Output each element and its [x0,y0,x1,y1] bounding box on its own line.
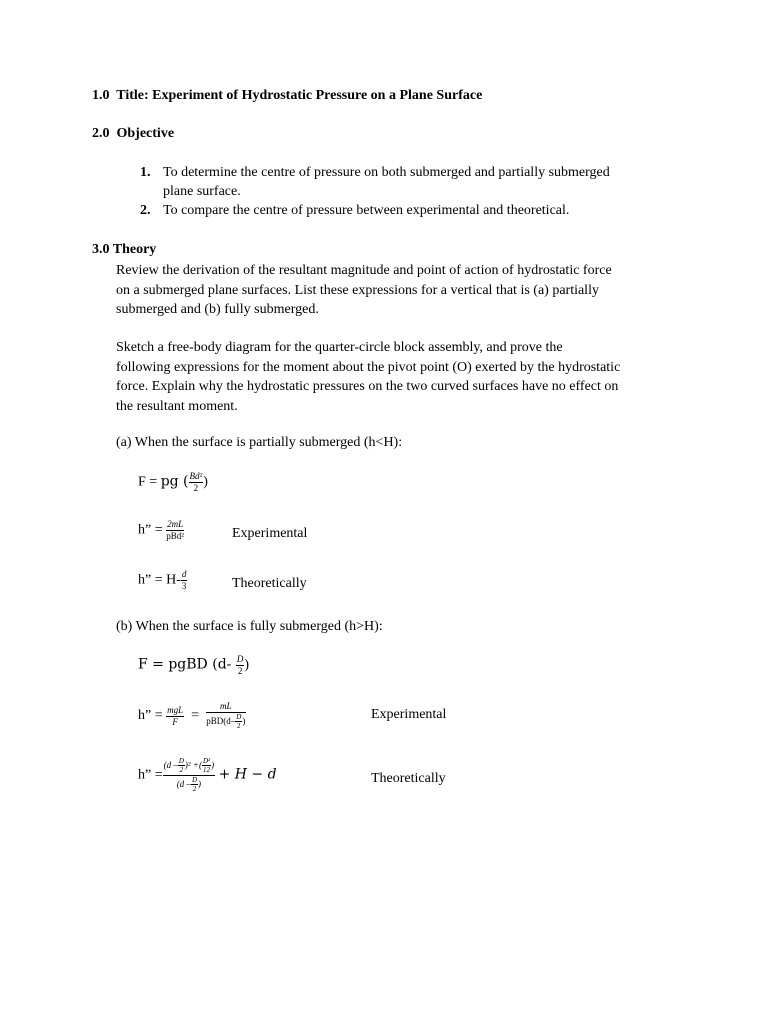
equation-a-h-theoretical [138,570,187,591]
section-1-title: Title: Experiment of Hydrostatic Pressure on a Plane Surface [116,88,483,103]
theory-p1-line: on a submerged plane surfaces. List these expressions for a vertical that is (a) partially [116,282,599,298]
eq-b-h2-den-part-b: ) [198,779,201,790]
eq-a-h1-denominator: pBd² [166,531,184,541]
objective-2-line1: To compare the centre of pressure between experimental and theoretical. [163,203,570,218]
eq-b-h2-fraction [163,758,215,793]
eq-a-h1-lhs: h” = [138,522,163,538]
eq-a-h1-label: Experimental [232,526,308,541]
theory-p1-line: submerged and (b) fully submerged. [116,302,319,317]
eq-b-h1-den2-frac-num: D [236,713,242,721]
eq-a-force-lhs: F = [138,474,161,490]
equation-b-force [138,655,249,676]
eq-b-force-denominator: 2 [237,666,243,676]
eq-b-h2-num-frac-1-num: D [178,757,184,765]
eq-b-h1-label: Experimental [371,707,447,722]
eq-b-h2-lhs: h” = [138,767,163,783]
eq-b-h1-den2-frac-den: 2 [237,722,241,730]
theory-p2-line: force. Explain why the hydrostatic pressures on the two curved surfaces have no effect on [116,379,619,394]
eq-b-h1-denominator-2 [206,713,246,730]
objective-1-line1: To determine the centre of pressure on both submerged and partially submerged [163,165,610,180]
eq-b-h1-numerator-2: mL [206,702,246,713]
eq-b-h2-tail: + H − d [218,766,277,783]
eq-a-force-numerator: Bd² [189,471,203,481]
eq-b-h1-denominator-1: F [172,716,178,727]
eq-b-h1-equals: = [191,708,200,724]
theory-p2-line: following expressions for the moment about the pivot point (O) exerted by the hydrostatic [116,359,621,375]
theory-p2-line: the resultant moment. [116,398,238,414]
section-1-heading [92,88,482,104]
equation-a-h-experimental [138,520,184,541]
eq-b-h2-num-frac-2 [202,758,211,774]
eq-b-h1-den2-text: pBD(d– [206,716,236,727]
eq-b-h1-den2-close: ) [242,716,246,727]
eq-b-h2-denominator [163,776,215,793]
theory-p1-line: Review the derivation of the resultant magnitude and point of action of hydrostatic force [116,263,612,278]
eq-a-h2-numerator: d [181,569,187,579]
eq-b-h2-den-part-a: (d – [176,779,191,790]
eq-b-force-numerator: D [236,654,244,664]
eq-b-force-lhs: F = pgBD (d- [138,656,236,673]
eq-a-h2-fraction [181,570,188,591]
eq-a-force-pg: pg ( [160,473,189,490]
eq-b-h2-numerator [163,758,215,776]
eq-b-force-close: ) [244,657,250,673]
case-b-heading: (b) When the surface is fully submerged (h>H): [116,619,383,634]
eq-b-h2-den-frac-num: D [191,776,197,784]
eq-a-h1-numerator: 2mL [167,519,184,529]
section-3-number: 3.0 [92,242,110,257]
theory-p2-line: Sketch a free-body diagram for the quarter-circle block assembly, and prove the [116,340,563,355]
section-3-heading [92,242,156,258]
eq-b-h2-num-part-b: )² +( [184,760,202,771]
eq-b-h1-lhs: h” = [138,708,163,724]
equation-b-h-theoretical [138,758,277,793]
eq-b-h2-num-part-c: ) [211,760,215,771]
eq-b-h2-num-frac-1 [178,758,185,774]
section-2-title: Objective [116,126,175,141]
eq-b-h2-num-frac-1-den: 2 [179,766,184,774]
eq-a-force-denominator: 2 [193,483,199,493]
eq-b-h2-den-frac-den: 2 [192,785,197,793]
theory-paragraph-1 [116,261,686,320]
objective-2-number: 2. [140,203,151,218]
section-2-number: 2.0 [92,126,110,141]
section-3-title: Theory [112,242,157,257]
eq-a-h2-label: Theoretically [232,576,307,591]
eq-b-h2-num-frac-2-den: 12 [203,766,211,774]
eq-a-h2-lhs: h” = H- [138,572,181,588]
eq-b-h1-numerator-1: mgL [167,704,184,715]
eq-b-h1-fraction-1 [166,706,184,727]
eq-b-h2-label: Theoretically [371,771,446,786]
eq-b-h2-den-frac [191,777,198,793]
objective-1-line2: plane surface. [163,184,241,199]
section-1-number: 1.0 [92,88,110,103]
eq-b-h2-num-part-a: (d – [163,760,178,771]
eq-b-h1-fraction-2 [206,702,246,730]
section-2-heading [92,126,174,142]
theory-paragraph-2 [116,338,686,416]
eq-a-h2-denominator: 3 [181,581,187,591]
eq-a-force-fraction [189,472,204,493]
equation-a-force [138,472,208,493]
objective-1-number: 1. [140,165,151,180]
eq-a-h1-fraction [166,520,184,541]
equation-b-h-experimental [138,702,246,730]
eq-a-force-close: ) [203,474,208,490]
eq-b-h2-num-frac-2-num: D² [202,757,211,765]
case-a-heading: (a) When the surface is partially submerged (h<H): [116,435,403,450]
